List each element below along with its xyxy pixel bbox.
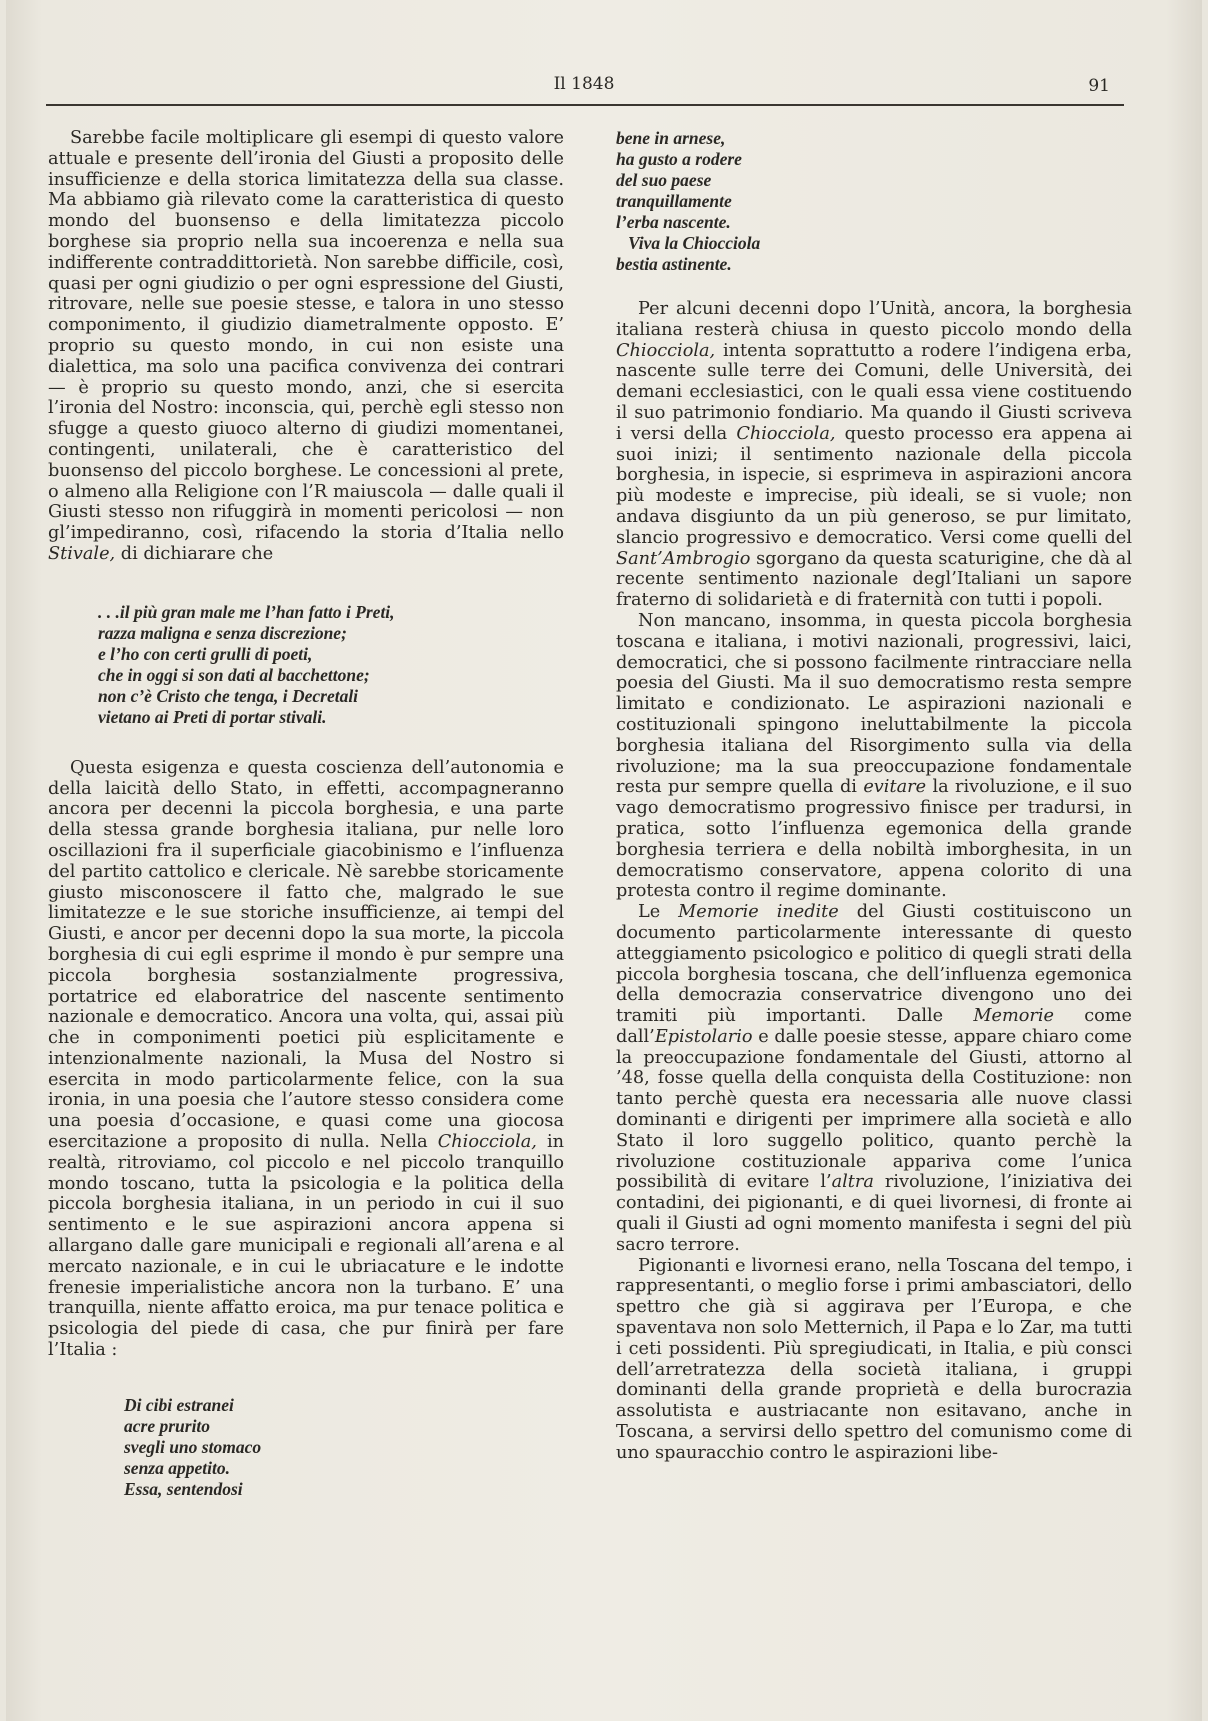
emphasis-text: altra <box>831 1172 874 1193</box>
paragraph <box>616 1256 1132 1464</box>
verse-line: . . .il più gran male me l’han fatto i Preti, <box>98 601 395 622</box>
verse-line: tranquillamente <box>616 191 732 211</box>
left-column <box>48 128 564 1500</box>
verse-line: Viva la Chiocciola <box>628 233 761 253</box>
paragraph-text: sgorgano da questa scaturigine, che dà al recente sentimento nazionale degl’Italiani un sapore fraterno di solidarietà e di fraternità con tutti i popoli. <box>616 548 1133 611</box>
emphasis-text: Epistolario <box>654 1026 753 1047</box>
header-rule <box>46 104 1124 106</box>
paragraph-text: in realtà, ritroviamo, col piccolo e nel piccolo tranquillo mondo toscano, tutta la psicologia e la politica della piccola borghesia italiana, in un periodo in cui il suo sentimento e le sue aspirazioni ancora appena si allargano dalle gare municipali e regionali all’arena e al mercato nazionale, e in cui le ubriacature e le indotte frenesie imperialistiche ancora non la turbano. E’ una tranquilla, niente affatto eroica, ma pur tenace politica e psicologia del piede di casa, che pur finirà per fare l’Italia : <box>48 1132 564 1361</box>
paragraph-text: Non mancano, insomma, in questa piccola borghesia toscana e italiana, i motivi nazionali, progressivi, laici, democratici, che si possono facilmente rintracciare nella poesia del Giusti. Ma il suo democratismo resta sempre limitato e condizionato. Le aspirazioni nazionali e costituzionali spingono ineluttabilmente la piccola borghesia italiana del Risorgimento sulla via della rivoluzione; ma la sua preoccupazione fondamentale resta pur sempre quella di <box>616 610 1132 798</box>
paragraph <box>48 758 564 1361</box>
emphasis-text: evitare <box>863 777 927 798</box>
paragraph <box>616 611 1132 902</box>
verse-quote <box>616 128 1132 275</box>
book-page <box>6 0 1202 1721</box>
emphasis-text: Sant’Ambrogio <box>616 548 751 569</box>
verse-line: Di cibi estranei <box>124 1394 234 1415</box>
verse-line: razza maligna e senza discrezione; <box>98 622 347 643</box>
verse-line: acre prurito <box>124 1415 211 1436</box>
paragraph-text: Le <box>638 902 661 923</box>
verse-line: bestia astinente. <box>616 254 732 274</box>
paragraph-text: Sarebbe facile moltiplicare gli esempi di questo valore attuale e presente dell’ironia del Giusti a proposito delle insufficienze e della storica limitatezza della sua classe. Ma abbiamo già rilevato come la caratteristica di questo mondo del buonsenso e della limitatezza piccolo borghese sia proprio nella sua incoerenza e nella sua indifferente contraddittorietà. Non sarebbe difficile, così, quasi per ogni giudizio o per ogni espressione del Giusti, ritrovare, nelle sue poesie stesse, e talora in uno stesso componimento, il giudizio diametralmente opposto. E’ proprio su questo mondo, in cui non esiste una dialettica, ma solo una pacifica convivenza dei contrari — è proprio su questo mondo, anzi, che si esercita l’ironia del Nostro: inconscia, qui, perchè egli stesso non sfugge a questo giuoco alterno di giudizi momentanei, contingenti, unilaterali, che è caratteristico del buonsenso del piccolo borghese. Le concessioni al prete, o almeno alla Religione con l’R maiuscola — dalle quali il Giusti stesso non rifuggirà in momenti pericolosi — non gl’impediranno, così, rifacendo la storia d’Italia nello <box>48 128 564 544</box>
verse-line: non c’è Cristo che tenga, i Decretali <box>98 685 359 706</box>
verse-line: del suo paese <box>616 170 712 190</box>
paragraph-text: Questa esigenza e questa coscienza dell’autonomia e della laicità dello Stato, in effetti, accompagneranno ancora per decenni la piccola borghesia, e una parte della stessa grande borghesia italiana, pur nelle loro oscillazioni fra il superficiale giacobinismo e l’influenza del partito cattolico e clericale. Nè sarebbe storicamente giusto misconoscere il fatto che, malgrado le sue limitatezze e le sue storiche insufficienze, ai tempi del Giusti, e ancor per decenni dopo la sua morte, la piccola borghesia di cui egli esprime il mondo è pur sempre una piccola borghesia sostanzialmente progressiva, portatrice ed elaboratrice del nascente sentimento nazionale e democratico. Ancora una volta, qui, assai più che in componimenti poetici più esplicitamente e intenzionalmente nazionali, la Musa del Nostro si esercita in modo particolarmente felice, con la sua ironia, in una poesia che l’autore stesso considera come una poesia d’occasione, e quasi come una giocosa esercitazione a proposito di nulla. Nella <box>48 757 564 1153</box>
verse-quote <box>124 1395 564 1500</box>
paragraph-text: e dalle poesie stesse, appare chiaro come la preoccupazione fondamentale del Giusti, attorno al ’48, fosse quella della conquista della Costituzione: non tanto perchè questa era necessaria alle nuove classi dominanti e dirigenti per imprimere alla società e allo Stato il loro suggello politico, quanto perchè la rivoluzione costituzionale appariva come l’unica possibilità di evitare l’ <box>616 1026 1132 1193</box>
paragraph-text: Pigionanti e livornesi erano, nella Toscana del tempo, i rappresentanti, o meglio forse i primi ambasciatori, dello spettro che già si aggirava per l’Europa, e che spaventava non solo Metternich, il Papa e lo Zar, ma tutti i ceti possidenti. Più spregiudicati, in Italia, e più consci dell’arretratezza della società italiana, i gruppi dominanti della grande proprietà e della burocrazia assolutista e austriacante non esitavano, anche in Toscana, a servirsi dello spettro del comunismo come di uno spauracchio contro le aspirazioni libe- <box>616 1255 1132 1463</box>
verse-line: e l’ho con certi grulli di poeti, <box>98 643 313 664</box>
page-number: 91 <box>1088 76 1110 96</box>
emphasis-text: Stivale, <box>48 543 116 564</box>
paragraph-text: la rivoluzione, e il suo vago democratismo progressivo finisce per tradursi, in pratica, sotto l’influenza egemonica della grande borghesia terriera e della nobiltà imborghesita, in un democratismo conservatore, appena colorito di una protesta contro il regime dominante. <box>616 777 1132 902</box>
right-column <box>616 128 1132 1464</box>
running-title: Il 1848 <box>553 74 615 94</box>
paragraph-text: di dichiarare che <box>120 543 274 564</box>
paragraph-text: questo processo era appena ai suoi inizi; il sentimento nazionale della piccola borghesia, in ispecie, si esprimeva in aspirazioni ancora più modeste e imprecise, più ideali, se si vuole; non andava disgiunto da un più generoso, se pur limitato, slancio progressivo e democratico. Versi come quelli del <box>616 423 1133 548</box>
verse-quote <box>98 602 564 728</box>
emphasis-text: Chiocciola, <box>616 340 716 361</box>
verse-line: ha gusto a rodere <box>616 149 742 169</box>
paragraph <box>616 299 1132 611</box>
verse-line: senza appetito. <box>124 1457 230 1478</box>
emphasis-text: Chiocciola, <box>437 1132 537 1153</box>
emphasis-text: Memorie inedite <box>678 902 839 923</box>
verse-line: Essa, sentendosi <box>124 1478 243 1499</box>
emphasis-text: Chiocciola, <box>736 423 836 444</box>
paragraph-text: Per alcuni decenni dopo l’Unità, ancora, la borghesia italiana resterà chiusa in questo piccolo mondo della <box>616 299 1132 340</box>
verse-line: che in oggi si son dati al bacchettone; <box>98 664 370 685</box>
paragraph-text: intenta soprattutto a rodere l’indigena erba, nascente sulle terre dei Comuni, delle Università, dei demani ecclesiastici, con le quali essa viene costituendo il suo patrimonio fondiario. Ma quando il Giusti scriveva i versi della <box>616 340 1133 444</box>
verse-line: l’erba nascente. <box>616 212 731 232</box>
paragraph <box>616 902 1132 1256</box>
verse-line: bene in arnese, <box>616 128 726 148</box>
verse-line: svegli uno stomaco <box>124 1436 262 1457</box>
paragraph-text: del Giusti costituiscono un documento particolarmente interessante di questo atteggiamento psicologico e politico di quegli strati della piccola borghesia toscana, che dell’influenza egemonica della democrazia conservatrice divengono uno dei tramiti più importanti. Dalle <box>616 902 1133 1027</box>
emphasis-text: Memorie <box>973 1006 1054 1027</box>
paragraph <box>48 128 564 565</box>
paragraph-text: rivoluzione, l’iniziativa dei contadini, dei pigionanti, e di quei livornesi, di fronte ai quali il Giusti ad ogni momento manifesta i segni del più sacro terrore. <box>616 1172 1133 1255</box>
verse-line: vietano ai Preti di portar stivali. <box>98 706 327 727</box>
running-header <box>46 70 1122 102</box>
paragraph-text: come dall’ <box>616 1006 1133 1047</box>
